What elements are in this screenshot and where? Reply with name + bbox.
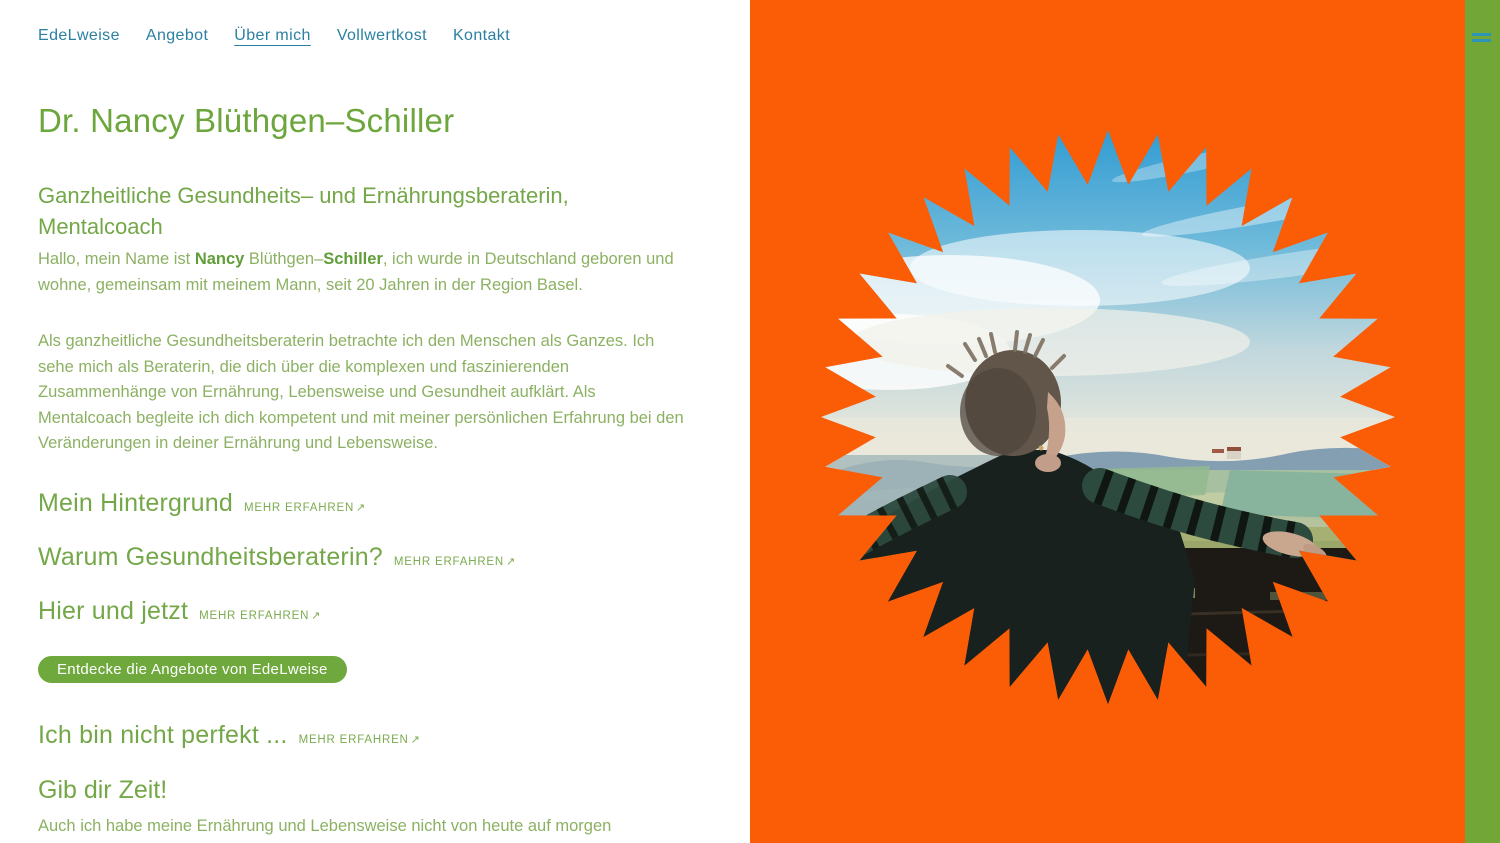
photo-farm-buildings bbox=[1212, 452, 1224, 460]
nav-item-ueber-mich[interactable]: Über mich bbox=[234, 27, 311, 44]
mehr-erfahren-link[interactable] bbox=[394, 555, 516, 568]
nav-item-edelweise[interactable]: EdeLweise bbox=[38, 27, 120, 44]
menu-button[interactable] bbox=[1472, 33, 1492, 44]
nav-item-vollwertkost[interactable]: Vollwertkost bbox=[336, 27, 427, 44]
section-title: Mein Hintergrund bbox=[38, 488, 233, 517]
mehr-erfahren-link[interactable] bbox=[244, 501, 366, 514]
angebote-cta-button[interactable]: Entdecke die Angebote von EdeLweise bbox=[38, 656, 347, 683]
mehr-erfahren-label: MEHR ERFAHREN bbox=[199, 609, 310, 622]
mehr-erfahren-label: MEHR ERFAHREN bbox=[298, 733, 409, 746]
intro-prefix: Hallo, mein Name ist bbox=[38, 250, 195, 268]
external-arrow-icon: ↗ bbox=[311, 609, 322, 622]
closing-paragraph: Auch ich habe meine Ernährung und Lebensweise nicht von heute auf morgen bbox=[38, 816, 612, 835]
right-edge-strip bbox=[1465, 0, 1500, 843]
mehr-erfahren-link[interactable] bbox=[299, 733, 421, 746]
external-arrow-icon: ↗ bbox=[410, 733, 421, 746]
mehr-erfahren-label: MEHR ERFAHREN bbox=[393, 555, 504, 568]
intro-suffix: , ich wurde in Deutschland geboren und wohne, gemeinsam mit meinem Mann, seit 20 Jahren in der Region Basel. bbox=[38, 250, 674, 294]
intro-name-first: Nancy bbox=[194, 250, 245, 268]
hamburger-menu-icon bbox=[1472, 33, 1492, 42]
nav-item-angebot[interactable]: Angebot bbox=[145, 27, 209, 44]
page-subtitle: Ganzheitliche Gesundheits– und Ernährungsberaterin, Mentalcoach bbox=[38, 183, 569, 239]
section-title: Hier und jetzt bbox=[38, 596, 189, 625]
about-paragraph: Als ganzheitliche Gesundheitsberaterin betrachte ich den Menschen als Ganzes. Ich sehe mich als Beraterin, die dich über die komplexen und faszinierenden Zusammenhänge von Ernährung, Lebensweise und Gesundheit aufklärt. Als Mentalcoach begleite ich dich kompetent und mit meiner persönlichen Erfahrung bei den Veränderungen in deiner Ernährung und Lebensweise. bbox=[38, 332, 684, 452]
content-column bbox=[38, 0, 710, 839]
section-hier-und-jetzt bbox=[38, 597, 710, 626]
section-title: Ich bin nicht perfekt ... bbox=[38, 720, 288, 749]
top-navigation bbox=[38, 27, 710, 45]
hero-photo-starburst bbox=[750, 0, 1500, 843]
hero-panel bbox=[750, 0, 1500, 843]
intro-name-last: Schiller bbox=[323, 250, 383, 268]
page-title: Dr. Nancy Blüthgen–Schiller bbox=[38, 102, 455, 139]
external-arrow-icon: ↗ bbox=[356, 501, 367, 514]
nav-item-kontakt[interactable]: Kontakt bbox=[452, 27, 511, 44]
section-title: Warum Gesundheitsberaterin? bbox=[38, 542, 383, 571]
mehr-erfahren-link[interactable] bbox=[199, 609, 321, 622]
section-warum-gesundheitsberaterin bbox=[38, 543, 710, 572]
section-mein-hintergrund bbox=[38, 489, 710, 518]
intro-paragraph bbox=[38, 247, 690, 298]
closing-title: Gib dir Zeit! bbox=[38, 775, 168, 804]
intro-middle: Blüthgen– bbox=[244, 250, 324, 268]
mehr-erfahren-label: MEHR ERFAHREN bbox=[243, 501, 355, 514]
section-ich-bin-nicht-perfekt bbox=[38, 721, 710, 750]
external-arrow-icon: ↗ bbox=[506, 555, 517, 568]
